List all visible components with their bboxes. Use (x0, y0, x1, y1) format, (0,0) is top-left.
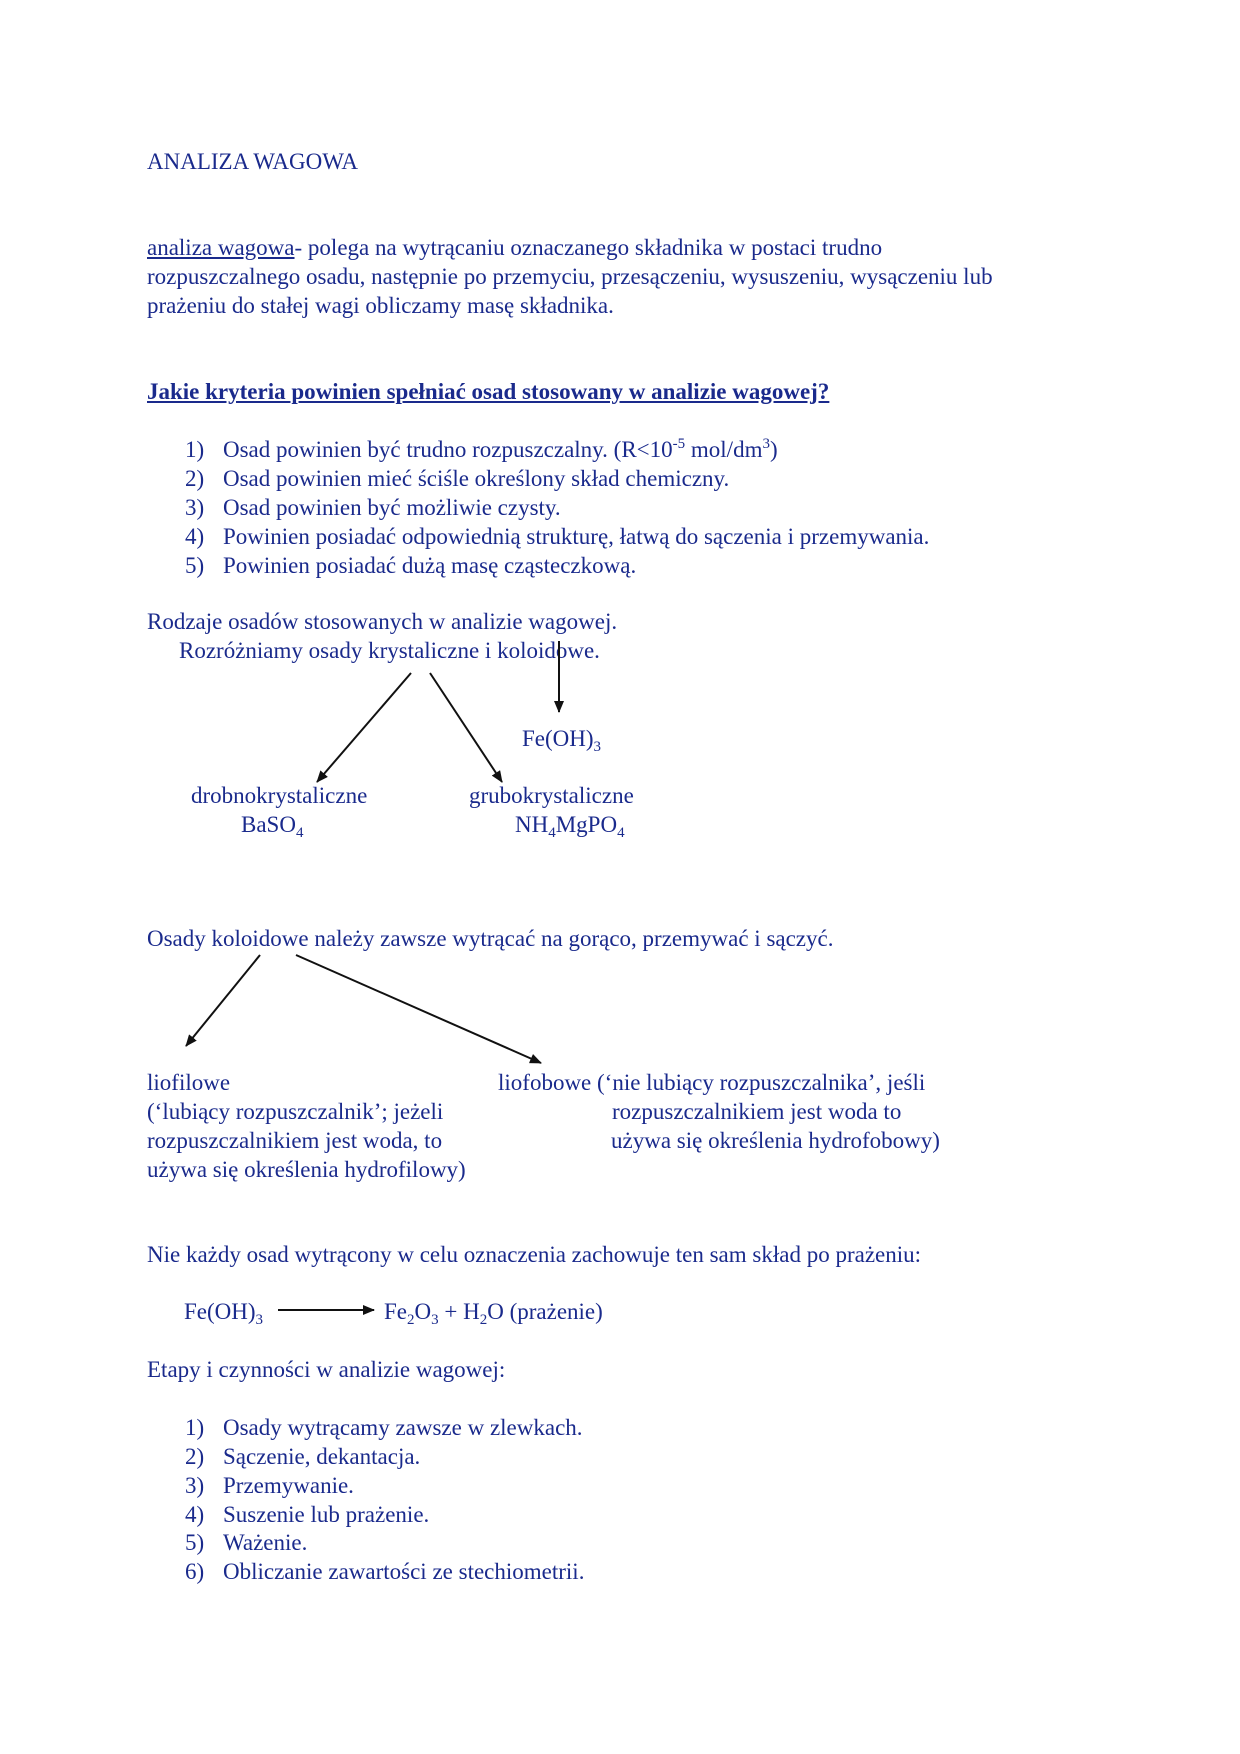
colloids-heading: Osady koloidowe należy zawsze wytrącać na gorąco, przemywać i sączyć. (147, 926, 834, 951)
criteria-item-close: ) (769, 437, 778, 462)
formula-part: BaSO (241, 812, 296, 837)
list-number: 3) (185, 1473, 205, 1498)
criteria-item-unit: mol/dm (685, 437, 763, 462)
criteria-heading: Jakie kryteria powinien spełniać osad stosowany w analizie wagowej? (147, 379, 830, 404)
formula-subscript: 4 (295, 825, 304, 841)
step-item-text: Obliczanie zawartości ze stechiometrii. (223, 1559, 585, 1584)
formula-part: Fe(OH) (522, 726, 594, 751)
criteria-item-text: Powinien posiadać odpowiednią strukturę, łatwą do sączenia i przemywania. (223, 524, 930, 549)
steps-heading: Etapy i czynności w analizie wagowej: (147, 1357, 506, 1382)
liophilic-line-3: rozpuszczalnikiem jest woda, to (147, 1128, 443, 1153)
step-item-text: Przemywanie. (223, 1473, 354, 1498)
step-item-text: Ważenie. (223, 1530, 308, 1555)
types-heading: Rodzaje osadów stosowanych w analizie wagowej. (147, 609, 618, 634)
list-number: 2) (185, 466, 205, 491)
step-item-text: Suszenie lub prażenie. (223, 1502, 430, 1527)
arrow-to-fine-crystal (317, 673, 411, 782)
criteria-item-text: Powinien posiadać dużą masę cząsteczkową. (223, 553, 637, 578)
arrow-to-coarse-crystal (430, 673, 502, 782)
list-number: 2) (185, 1444, 205, 1469)
criteria-item-text: Osad powinien mieć ściśle określony skład chemiczny. (223, 466, 730, 491)
liophobic-line-3: używa się określenia hydrofobowy) (611, 1128, 940, 1153)
formula-subscript: 3 (255, 1312, 264, 1328)
definition-text-1: - polega na wytrącaniu oznaczanego składnika w postaci trudno (294, 235, 883, 260)
formula-subscript: 2 (479, 1312, 488, 1328)
page-title: ANALIZA WAGOWA (147, 149, 359, 174)
step-item-text: Osady wytrącamy zawsze w zlewkach. (223, 1415, 583, 1440)
formula-part: O (prażenie) (487, 1299, 603, 1324)
liophilic-line-1: liofilowe (147, 1070, 231, 1095)
liophobic-line-2: rozpuszczalnikiem jest woda to (612, 1099, 902, 1124)
list-number: 3) (185, 495, 205, 520)
list-number: 5) (185, 1530, 205, 1555)
arrow-to-liophilic (186, 955, 260, 1046)
types-subheading: Rozróżniamy osady krystaliczne i koloidowe. (179, 638, 600, 663)
formula-subscript: 3 (593, 739, 602, 755)
list-number: 1) (185, 1415, 205, 1440)
formula-subscript: 4 (548, 825, 556, 841)
formula-subscript: 4 (617, 825, 625, 841)
step-item-text: Sączenie, dekantacja. (223, 1444, 421, 1469)
definition-line-2: rozpuszczalnego osadu, następnie po przemyciu, przesączeniu, wysuszeniu, wysączeniu lub (147, 264, 993, 289)
formula-subscript: 2 (407, 1312, 415, 1328)
exponent: 3 (762, 436, 770, 452)
liophobic-line-1: liofobowe (‘nie lubiący rozpuszczalnika’, jeśli (498, 1070, 926, 1095)
list-number: 6) (185, 1559, 205, 1584)
list-number: 5) (185, 553, 205, 578)
criteria-item-text: Osad powinien być trudno rozpuszczalny. (R<10 (223, 437, 673, 462)
formula-part: MgPO (555, 812, 618, 837)
arrow-to-liophobic (296, 955, 541, 1063)
formula-part: O (414, 1299, 432, 1324)
formula-part: NH (515, 812, 549, 837)
formula-subscript: 3 (431, 1312, 439, 1328)
list-number: 4) (185, 1502, 205, 1527)
coarse-crystal-label: grubokrystaliczne (469, 783, 634, 808)
liophilic-line-2: (‘lubiący rozpuszczalnik’; jeżeli (147, 1099, 444, 1124)
definition-term: analiza wagowa (147, 235, 295, 260)
formula-part: Fe (384, 1299, 407, 1324)
criteria-item-text: Osad powinien być możliwie czysty. (223, 495, 561, 520)
calcination-text: Nie każdy osad wytrącony w celu oznaczenia zachowuje ten sam skład po prażeniu: (147, 1242, 922, 1267)
definition-line-3: prażeniu do stałej wagi obliczamy masę składnika. (147, 293, 614, 318)
formula-part: + H (438, 1299, 480, 1324)
list-number: 1) (185, 437, 205, 462)
formula-part: Fe(OH) (184, 1299, 256, 1324)
exponent: -5 (672, 436, 686, 452)
fine-crystal-label: drobnokrystaliczne (191, 783, 368, 808)
list-number: 4) (185, 524, 205, 549)
liophilic-line-4: używa się określenia hydrofilowy) (147, 1157, 466, 1182)
